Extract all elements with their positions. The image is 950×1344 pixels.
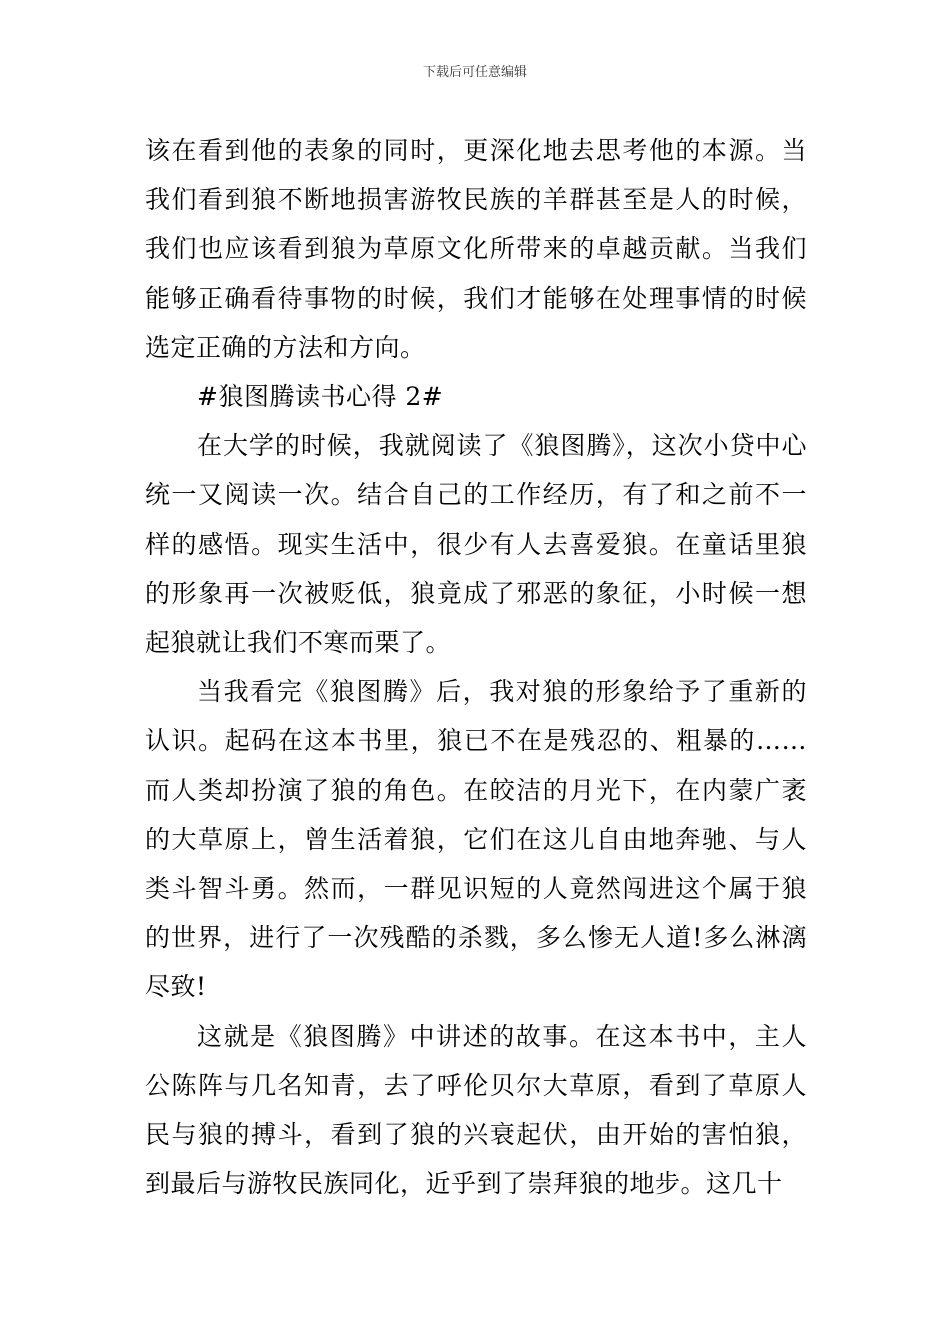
section-heading: #狼图腾读书心得 2# (197, 382, 444, 412)
paragraph-new-understanding: 当我看完《狼图腾》后，我对狼的形象给予了重新的认识。起码在这本书里，狼已不在是残忍的、粗暴的……而人类却扮演了狼的角色。在皎洁的月光下，在内蒙广袤的大草原上，曾生活着狼，它们在这儿自由地奔驰、与人类斗智斗勇。然而，一群见识短的人竟然闯进这个属于狼的世界，进行了一次残酷的杀戮，多么惨无人道!多么淋漓尽致! (145, 677, 807, 1002)
document-body (145, 126, 807, 1208)
paragraph-university-reading: 在大学的时候，我就阅读了《狼图腾》，这次小贷中心统一又阅读一次。结合自己的工作经历，有了和之前不一样的感悟。现实生活中，很少有人去喜爱狼。在童话里狼的形象再一次被贬低，狼竟成了邪恶的象征，小时候一想起狼就让我们不寒而栗了。 (145, 431, 807, 658)
paragraph-story-summary: 这就是《狼图腾》中讲述的故事。在这本书中，主人公陈阵与几名知青，去了呼伦贝尔大草原，看到了草原人民与狼的搏斗，看到了狼的兴衰起伏，由开始的害怕狼，到最后与游牧民族同化，近乎到了崇拜狼的地步。这几十 (145, 1021, 807, 1199)
page-header: 下载后可任意编辑 (422, 65, 527, 80)
paragraph-continuation: 该在看到他的表象的同时，更深化地去思考他的本源。当我们看到狼不断地损害游牧民族的羊群甚至是人的时候，我们也应该看到狼为草原文化所带来的卓越贡献。当我们能够正确看待事物的时候，我们才能够在处理事情的时候选定正确的方法和方向。 (145, 136, 807, 362)
